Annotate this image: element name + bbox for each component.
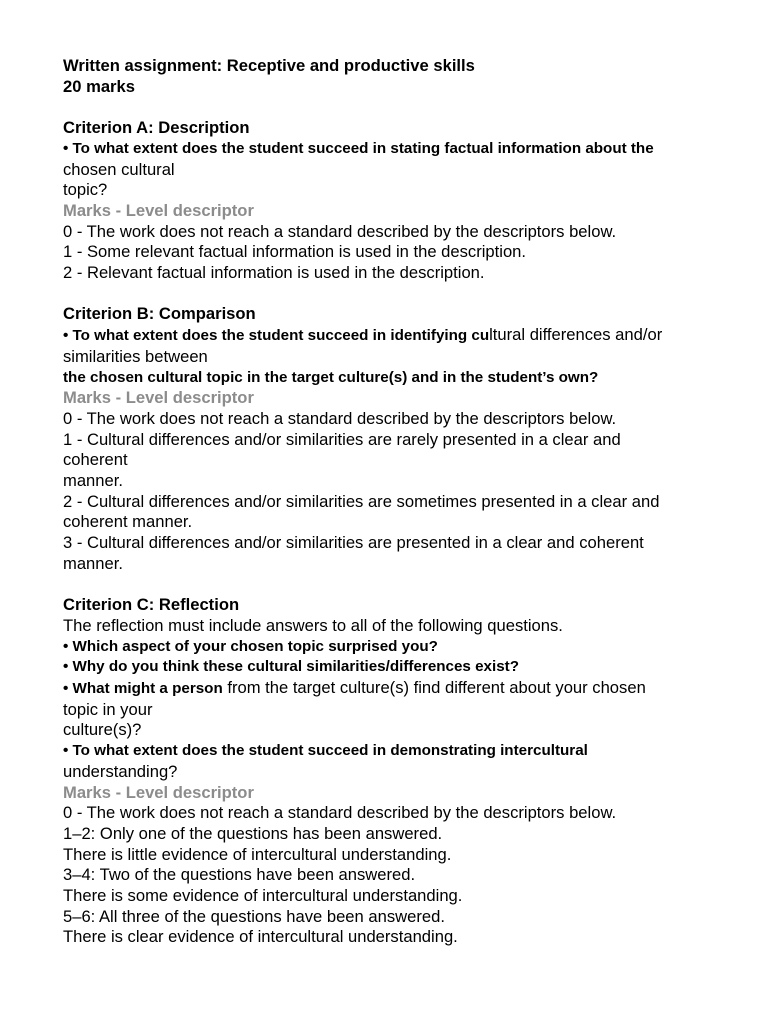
criterion-c-question-regular: from the target culture(s) find different about your chosen	[222, 678, 646, 698]
criterion-b-level: coherent manner.	[63, 512, 193, 532]
criterion-c-question	[63, 678, 753, 700]
criterion-c-question-cont: culture(s)?	[63, 720, 142, 740]
document-page	[63, 56, 753, 948]
criterion-c-question-cont: understanding?	[63, 761, 178, 781]
spacer	[63, 575, 753, 596]
criterion-b-level: 2 - Cultural differences and/or similarities are sometimes presented in a clear and	[63, 491, 660, 511]
criterion-b-level: manner.	[63, 553, 123, 573]
criterion-b-question-regular: ltural differences and/or	[489, 325, 663, 345]
criterion-c-intro: The reflection must include answers to all of the following questions.	[63, 615, 563, 635]
criterion-c-level: There is little evidence of intercultural understanding.	[63, 844, 452, 864]
criterion-b-question-bold: • To what extent does the student succeed in identifying cu	[63, 327, 490, 345]
criterion-c-question: • To what extent does the student succeed in demonstrating intercultural	[63, 742, 588, 760]
criterion-b-question-cont: similarities between	[63, 346, 208, 366]
criterion-b-question	[63, 325, 753, 347]
criterion-b-level: coherent	[63, 450, 128, 470]
criterion-a-marks-header: Marks - Level descriptor	[63, 200, 254, 220]
criterion-c-heading: Criterion C: Reflection	[63, 595, 240, 615]
criterion-a-question-cont: topic?	[63, 180, 108, 200]
criterion-c-section	[63, 595, 753, 948]
criterion-c-level: There is clear evidence of intercultural understanding.	[63, 927, 458, 947]
spacer	[63, 284, 753, 305]
criterion-b-level: 3 - Cultural differences and/or similarities are presented in a clear and coherent	[63, 533, 644, 553]
criterion-b-marks-header: Marks - Level descriptor	[63, 388, 254, 408]
criterion-b-level: 1 - Cultural differences and/or similarities are rarely presented in a clear and	[63, 429, 621, 449]
criterion-a-question: • To what extent does the student succeed in stating factual information about the	[63, 139, 654, 157]
criterion-a-level: 0 - The work does not reach a standard described by the descriptors below.	[63, 221, 617, 241]
criterion-c-level: 3–4: Two of the questions have been answered.	[63, 865, 416, 885]
criterion-c-question: • Which aspect of your chosen topic surprised you?	[63, 637, 438, 655]
criterion-c-level: 5–6: All three of the questions have been answered.	[63, 906, 445, 926]
criterion-c-level: There is some evidence of intercultural understanding.	[63, 886, 463, 906]
spacer	[63, 97, 753, 118]
criterion-b-section	[63, 304, 753, 574]
criterion-b-question-cont: the chosen cultural topic in the target culture(s) and in the student’s own?	[63, 368, 599, 386]
criterion-b-level: manner.	[63, 471, 123, 491]
criterion-a-question-cont: chosen cultural	[63, 159, 175, 179]
criterion-c-question-cont: topic in your	[63, 699, 153, 719]
criterion-a-heading: Criterion A: Description	[63, 118, 250, 138]
total-marks: 20 marks	[63, 76, 135, 96]
document-title: Written assignment: Receptive and productive skills	[63, 56, 475, 75]
criterion-a-level: 2 - Relevant factual information is used in the description.	[63, 263, 485, 283]
criterion-c-question: • Why do you think these cultural similarities/differences exist?	[63, 658, 519, 676]
criterion-c-level: 0 - The work does not reach a standard described by the descriptors below.	[63, 803, 617, 823]
criterion-a-level: 1 - Some relevant factual information is used in the description.	[63, 242, 527, 262]
criterion-b-heading: Criterion B: Comparison	[63, 304, 256, 324]
criterion-a-section	[63, 118, 753, 284]
criterion-b-level: 0 - The work does not reach a standard described by the descriptors below.	[63, 408, 617, 428]
criterion-c-marks-header: Marks - Level descriptor	[63, 782, 254, 802]
criterion-c-level: 1–2: Only one of the questions has been answered.	[63, 823, 443, 843]
criterion-c-question-bold: • What might a person	[63, 680, 223, 698]
